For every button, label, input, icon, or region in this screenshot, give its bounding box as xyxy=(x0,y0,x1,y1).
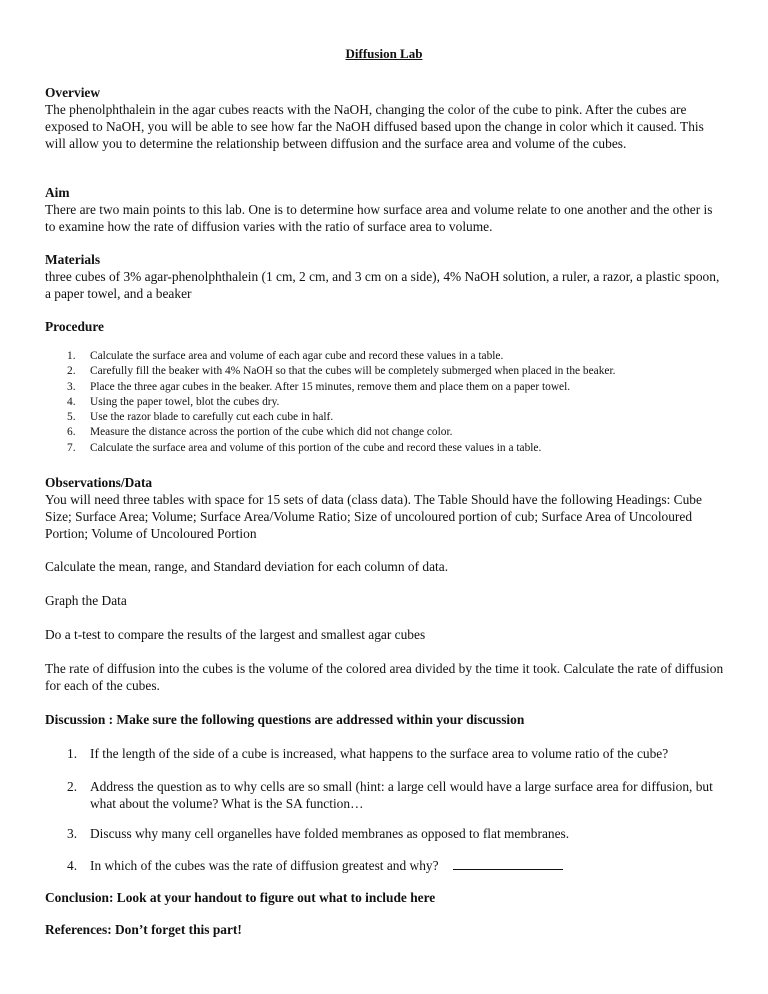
overview-section xyxy=(45,84,725,152)
rate-text: The rate of diffusion into the cubes is the volume of the colored area divided by the time it took. Calculate the rate of diffusion for each of the cubes. xyxy=(45,661,724,693)
discussion-item-4: 4. In which of the cubes was the rate of diffusion greatest and why? xyxy=(67,857,727,874)
answer-blank xyxy=(453,857,563,870)
references-text: References: Don’t forget this part! xyxy=(45,922,242,937)
materials-text: three cubes of 3% agar-phenolphthalein (1 cm, 2 cm, and 3 cm on a side), 4% NaOH solution, a ruler, a razor, a plastic spoon, a paper towel, and a beaker xyxy=(45,269,720,301)
list-item: 4. Using the paper towel, blot the cubes dry. xyxy=(67,395,280,408)
discussion-item-1: 1. If the length of the side of a cube is increased, what happens to the surface area to volume ratio of the cube? xyxy=(67,746,669,761)
ttest-text: Do a t-test to compare the results of the largest and smallest agar cubes xyxy=(45,627,426,642)
aim-text: There are two main points to this lab. One is to determine how surface area and volume relate to one another and the other is to examine how the rate of diffusion varies with the ratio of surface area to volume. xyxy=(45,202,713,234)
list-item: 7. Calculate the surface area and volume of this portion of the cube and record these values in a table. xyxy=(67,441,542,454)
mean-text: Calculate the mean, range, and Standard deviation for each column of data. xyxy=(45,559,449,574)
aim-heading: Aim xyxy=(45,185,70,200)
materials-section xyxy=(45,251,725,302)
observations-heading: Observations/Data xyxy=(45,475,153,490)
procedure-section xyxy=(45,318,725,335)
overview-text: The phenolphthalein in the agar cubes reacts with the NaOH, changing the color of the cube to pink. After the cubes are exposed to NaOH, you will be able to see how far the NaOH diffused based upon the change in color which it caused. This will allow you to determine the relationship between diffusion and the surface area and volume of the cubes. xyxy=(45,102,704,151)
list-item: 6. Measure the distance across the portion of the cube which did not change color. xyxy=(67,426,453,439)
graph-text: Graph the Data xyxy=(45,593,127,608)
materials-heading: Materials xyxy=(45,252,101,267)
conclusion-text: Conclusion: Look at your handout to figure out what to include here xyxy=(45,890,436,905)
aim-section xyxy=(45,184,725,235)
discussion-item-2: 2. Address the question as to why cells are so small (hint: a large cell would have a large surface area for diffusion, but what about the volume? What is the SA function… xyxy=(67,779,713,811)
discussion-item-3: 3. Discuss why many cell organelles have folded membranes as opposed to flat membranes. xyxy=(67,826,570,841)
procedure-list xyxy=(67,349,727,456)
overview-heading: Overview xyxy=(45,85,101,100)
procedure-heading: Procedure xyxy=(45,319,105,334)
observations-section xyxy=(45,474,725,542)
list-item: 1. Calculate the surface area and volume of each agar cube and record these values in a table. xyxy=(67,350,504,362)
discussion-heading: Discussion : Make sure the following questions are addressed within your discussion xyxy=(45,712,525,727)
list-item: 2. Carefully fill the beaker with 4% NaOH so that the cubes will be completely submerged when placed in the beaker. xyxy=(67,365,616,378)
list-item: 5. Use the razor blade to carefully cut each cube in half. xyxy=(67,411,334,424)
page-title: Diffusion Lab xyxy=(345,46,423,61)
observations-text: You will need three tables with space for 15 sets of data (class data). The Table Should have the following Headings: Cube Size; Surface Area; Volume; Surface Area/Volume Ratio; Size of uncoloured portion of cub; Surface Area of Uncoloured Portion; Volume of Uncoloured Portion xyxy=(45,492,702,541)
list-item: 3. Place the three agar cubes in the beaker. After 15 minutes, remove them and place them on a paper towel. xyxy=(67,380,571,393)
